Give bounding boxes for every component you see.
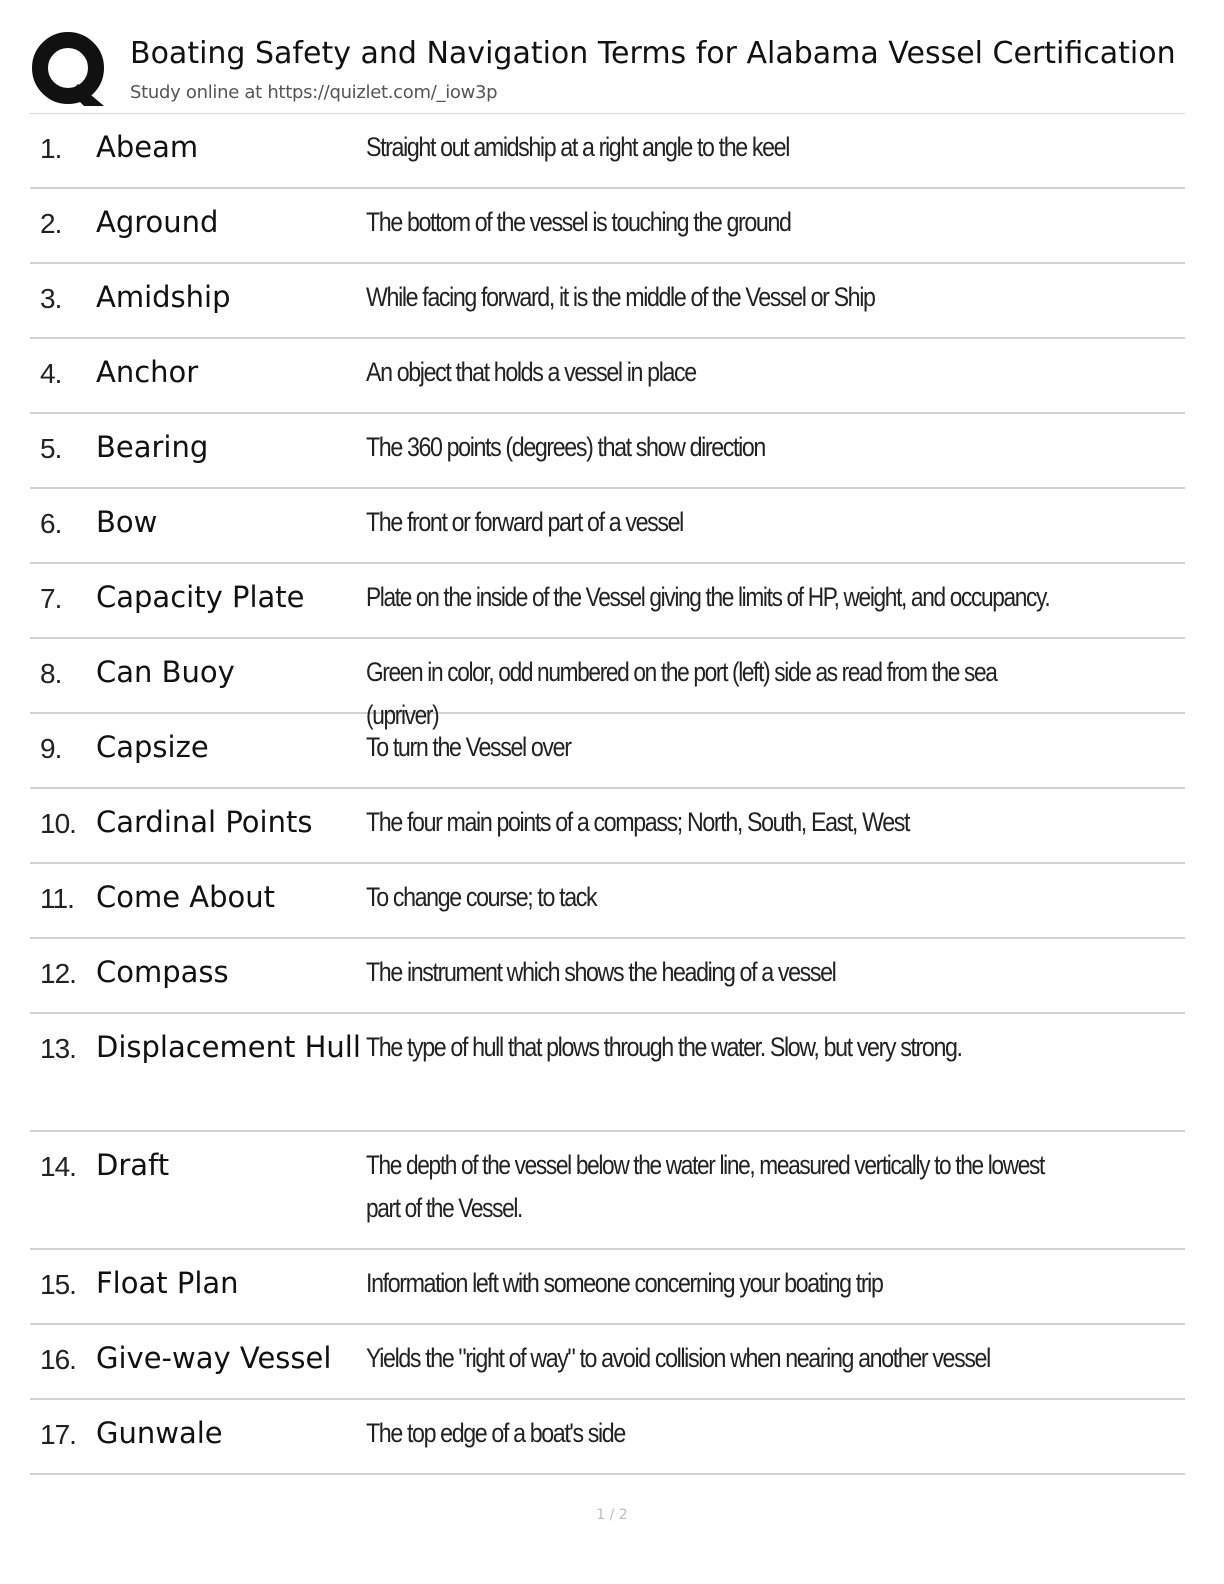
term-definition: The top edge of a boat's side: [366, 1418, 625, 1448]
term-row: [30, 414, 1185, 489]
term-word: Can Buoy: [96, 655, 235, 689]
term-definition: The 360 points (degrees) that show direction: [366, 432, 765, 462]
term-number: 17.: [40, 1419, 76, 1450]
term-number: 10.: [40, 808, 76, 839]
term-definition: An object that holds a vessel in place: [366, 357, 696, 387]
term-word: Give-way Vessel: [96, 1341, 332, 1375]
term-word: Float Plan: [96, 1266, 239, 1300]
page-title: Boating Safety and Navigation Terms for Alabama Vessel Certification: [130, 36, 1176, 71]
term-definition: The instrument which shows the heading of a vessel: [366, 957, 836, 987]
term-word: Aground: [96, 205, 219, 239]
term-number: 2.: [40, 208, 62, 239]
term-number: 7.: [40, 583, 62, 614]
term-definition: The bottom of the vessel is touching the ground: [366, 207, 791, 237]
terms-list: [30, 114, 1185, 1475]
term-number: 14.: [40, 1151, 76, 1182]
term-definition: To change course; to tack: [366, 882, 597, 912]
term-definition: Straight out amidship at a right angle to the keel: [366, 132, 789, 162]
term-word: Anchor: [96, 355, 199, 389]
term-row: [30, 564, 1185, 639]
term-number: 6.: [40, 508, 62, 539]
term-row: [30, 189, 1185, 264]
term-row: [30, 1132, 1185, 1250]
term-row: [30, 789, 1185, 864]
term-definition: The depth of the vessel below the water line, measured vertically to the lowest part of the Vessel.: [366, 1150, 1044, 1223]
page-number: 1 / 2: [596, 1507, 628, 1523]
term-definition: Green in color, odd numbered on the port (left) side as read from the sea (upriver): [366, 657, 997, 730]
term-word: Displacement Hull: [96, 1030, 361, 1064]
term-word: Bow: [96, 505, 158, 539]
term-number: 11.: [40, 883, 74, 914]
term-row: [30, 714, 1185, 789]
term-number: 1.: [40, 133, 62, 164]
term-row: [30, 1014, 1185, 1132]
term-number: 3.: [40, 283, 62, 314]
term-number: 12.: [40, 958, 76, 989]
term-definition: To turn the Vessel over: [366, 732, 571, 762]
term-word: Come About: [96, 880, 276, 914]
term-definition: The type of hull that plows through the water. Slow, but very strong.: [366, 1032, 962, 1062]
term-word: Abeam: [96, 130, 199, 164]
term-word: Capacity Plate: [96, 580, 305, 614]
quizlet-logo-icon: [30, 30, 110, 110]
term-word: Draft: [96, 1148, 170, 1182]
term-number: 4.: [40, 358, 62, 389]
study-link[interactable]: Study online at https://quizlet.com/_iow3p: [130, 82, 498, 103]
term-definition: Plate on the inside of the Vessel giving the limits of HP, weight, and occupancy.: [366, 582, 1050, 612]
term-row: [30, 939, 1185, 1014]
term-row: [30, 1325, 1185, 1400]
term-word: Compass: [96, 955, 229, 989]
term-number: 15.: [40, 1269, 76, 1300]
term-word: Bearing: [96, 430, 209, 464]
term-row: [30, 639, 1185, 730]
term-number: 13.: [40, 1033, 76, 1064]
term-row: [30, 339, 1185, 414]
term-row: [30, 1250, 1185, 1325]
term-word: Capsize: [96, 730, 209, 764]
term-word: Amidship: [96, 280, 231, 314]
term-row: [30, 114, 1185, 189]
term-number: 5.: [40, 433, 62, 464]
term-row: [30, 489, 1185, 564]
term-word: Gunwale: [96, 1416, 223, 1450]
term-definition: The four main points of a compass; North, South, East, West: [366, 807, 910, 837]
term-number: 16.: [40, 1344, 76, 1375]
term-definition: Yields the "right of way" to avoid collision when nearing another vessel: [366, 1343, 990, 1373]
term-row: [30, 1400, 1185, 1475]
term-row: [30, 264, 1185, 339]
term-row: [30, 864, 1185, 939]
term-definition: Information left with someone concerning your boating trip: [366, 1268, 883, 1298]
term-definition: While facing forward, it is the middle of the Vessel or Ship: [366, 282, 875, 312]
term-word: Cardinal Points: [96, 805, 313, 839]
term-number: 9.: [40, 733, 62, 764]
page-header: [30, 28, 1190, 114]
term-number: 8.: [40, 658, 62, 689]
term-definition: The front or forward part of a vessel: [366, 507, 683, 537]
